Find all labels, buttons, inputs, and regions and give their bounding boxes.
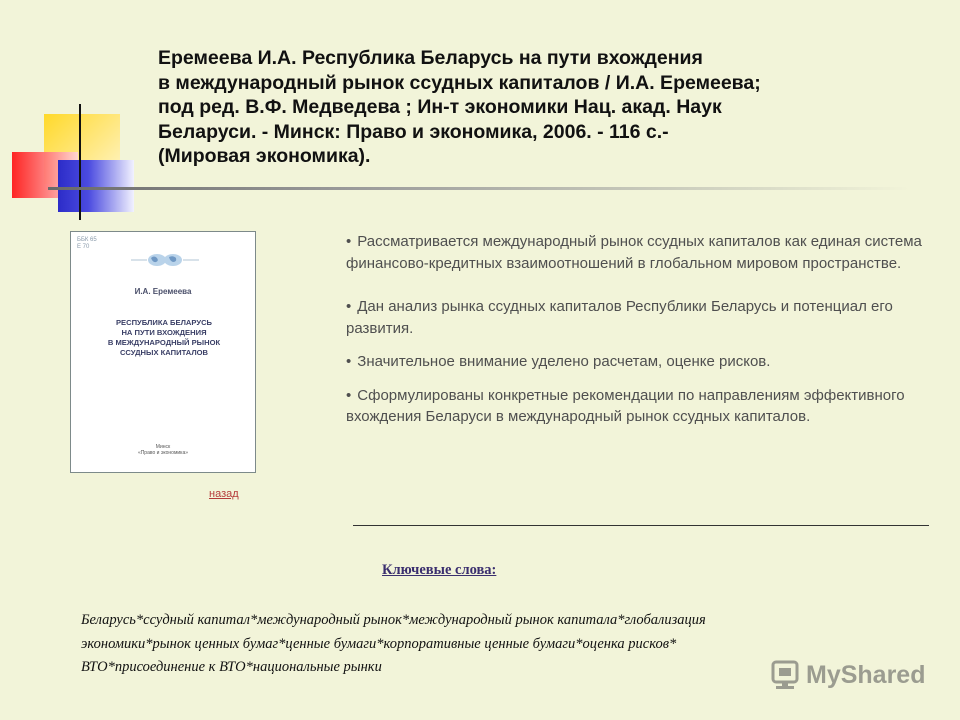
section-divider	[353, 525, 929, 526]
myshared-logo-icon	[770, 660, 800, 690]
cover-publisher: Минск «Право и экономика»	[137, 444, 189, 456]
bullet-marker: •	[346, 353, 352, 370]
keywords-text: Беларусь*ссудный капитал*международный рынок*международный рынок капитала*глобализация экономики*рынок ценных бумаг*ценные бумаги*корпоративные ценные бумаги*оценка рисков* ВТО*присоединение к ВТО*национальные рынки	[81, 612, 706, 675]
list-item	[346, 296, 926, 339]
cover-code: ББК 65 Е 70	[77, 237, 97, 250]
list-item	[346, 231, 926, 274]
watermark-text: MyShared	[806, 660, 926, 689]
decor-blue-square	[58, 160, 134, 212]
book-cover-image	[70, 231, 256, 473]
list-item	[346, 385, 926, 428]
bullet-marker: •	[346, 386, 352, 404]
decor-vertical-line	[79, 104, 81, 220]
list-item	[346, 351, 926, 373]
list-item-text: Рассматривается международный рынок ссудных капиталов как единая система финансово-кредитных взаимоотношений в глобальном мировом пространстве.	[346, 233, 922, 272]
watermark	[770, 658, 925, 692]
back-link[interactable]: назад	[209, 488, 239, 500]
description-list	[346, 231, 926, 428]
globe-map-logo-icon	[131, 252, 199, 268]
bullet-marker: •	[346, 233, 352, 250]
cover-author: И.А. Еремеева	[134, 287, 192, 296]
cover-title: РЕСПУБЛИКА БЕЛАРУСЬ НА ПУТИ ВХОЖДЕНИЯ В МЕЖДУНАРОДНЫЙ РЫНОК ССУДНЫХ КАПИТАЛОВ	[107, 318, 221, 357]
keywords-heading: Ключевые слова:	[382, 562, 497, 578]
list-item-text: Значительное внимание уделено расчетам, оценке рисков.	[357, 353, 771, 370]
page-title: Еремеева И.А. Республика Беларусь на пути вхождения в международный рынок ссудных капиталов / И.А. Еремеева; под ред. В.Ф. Медведева ; Ин-т экономики Нац. акад. Наук Беларуси. - Минск: Право и экономика, 2006. - 116 с.- (Мировая экономика).	[158, 47, 761, 167]
bullet-marker: •	[346, 298, 352, 315]
list-item-text: Дан анализ рынка ссудных капиталов Республики Беларусь и потенциал его развития.	[346, 298, 893, 337]
list-item-text: Сформулированы конкретные рекомендации по направлениям эффективного вхождения Беларуси в международный рынок ссудных капиталов.	[346, 386, 905, 425]
title-underline	[48, 187, 910, 190]
